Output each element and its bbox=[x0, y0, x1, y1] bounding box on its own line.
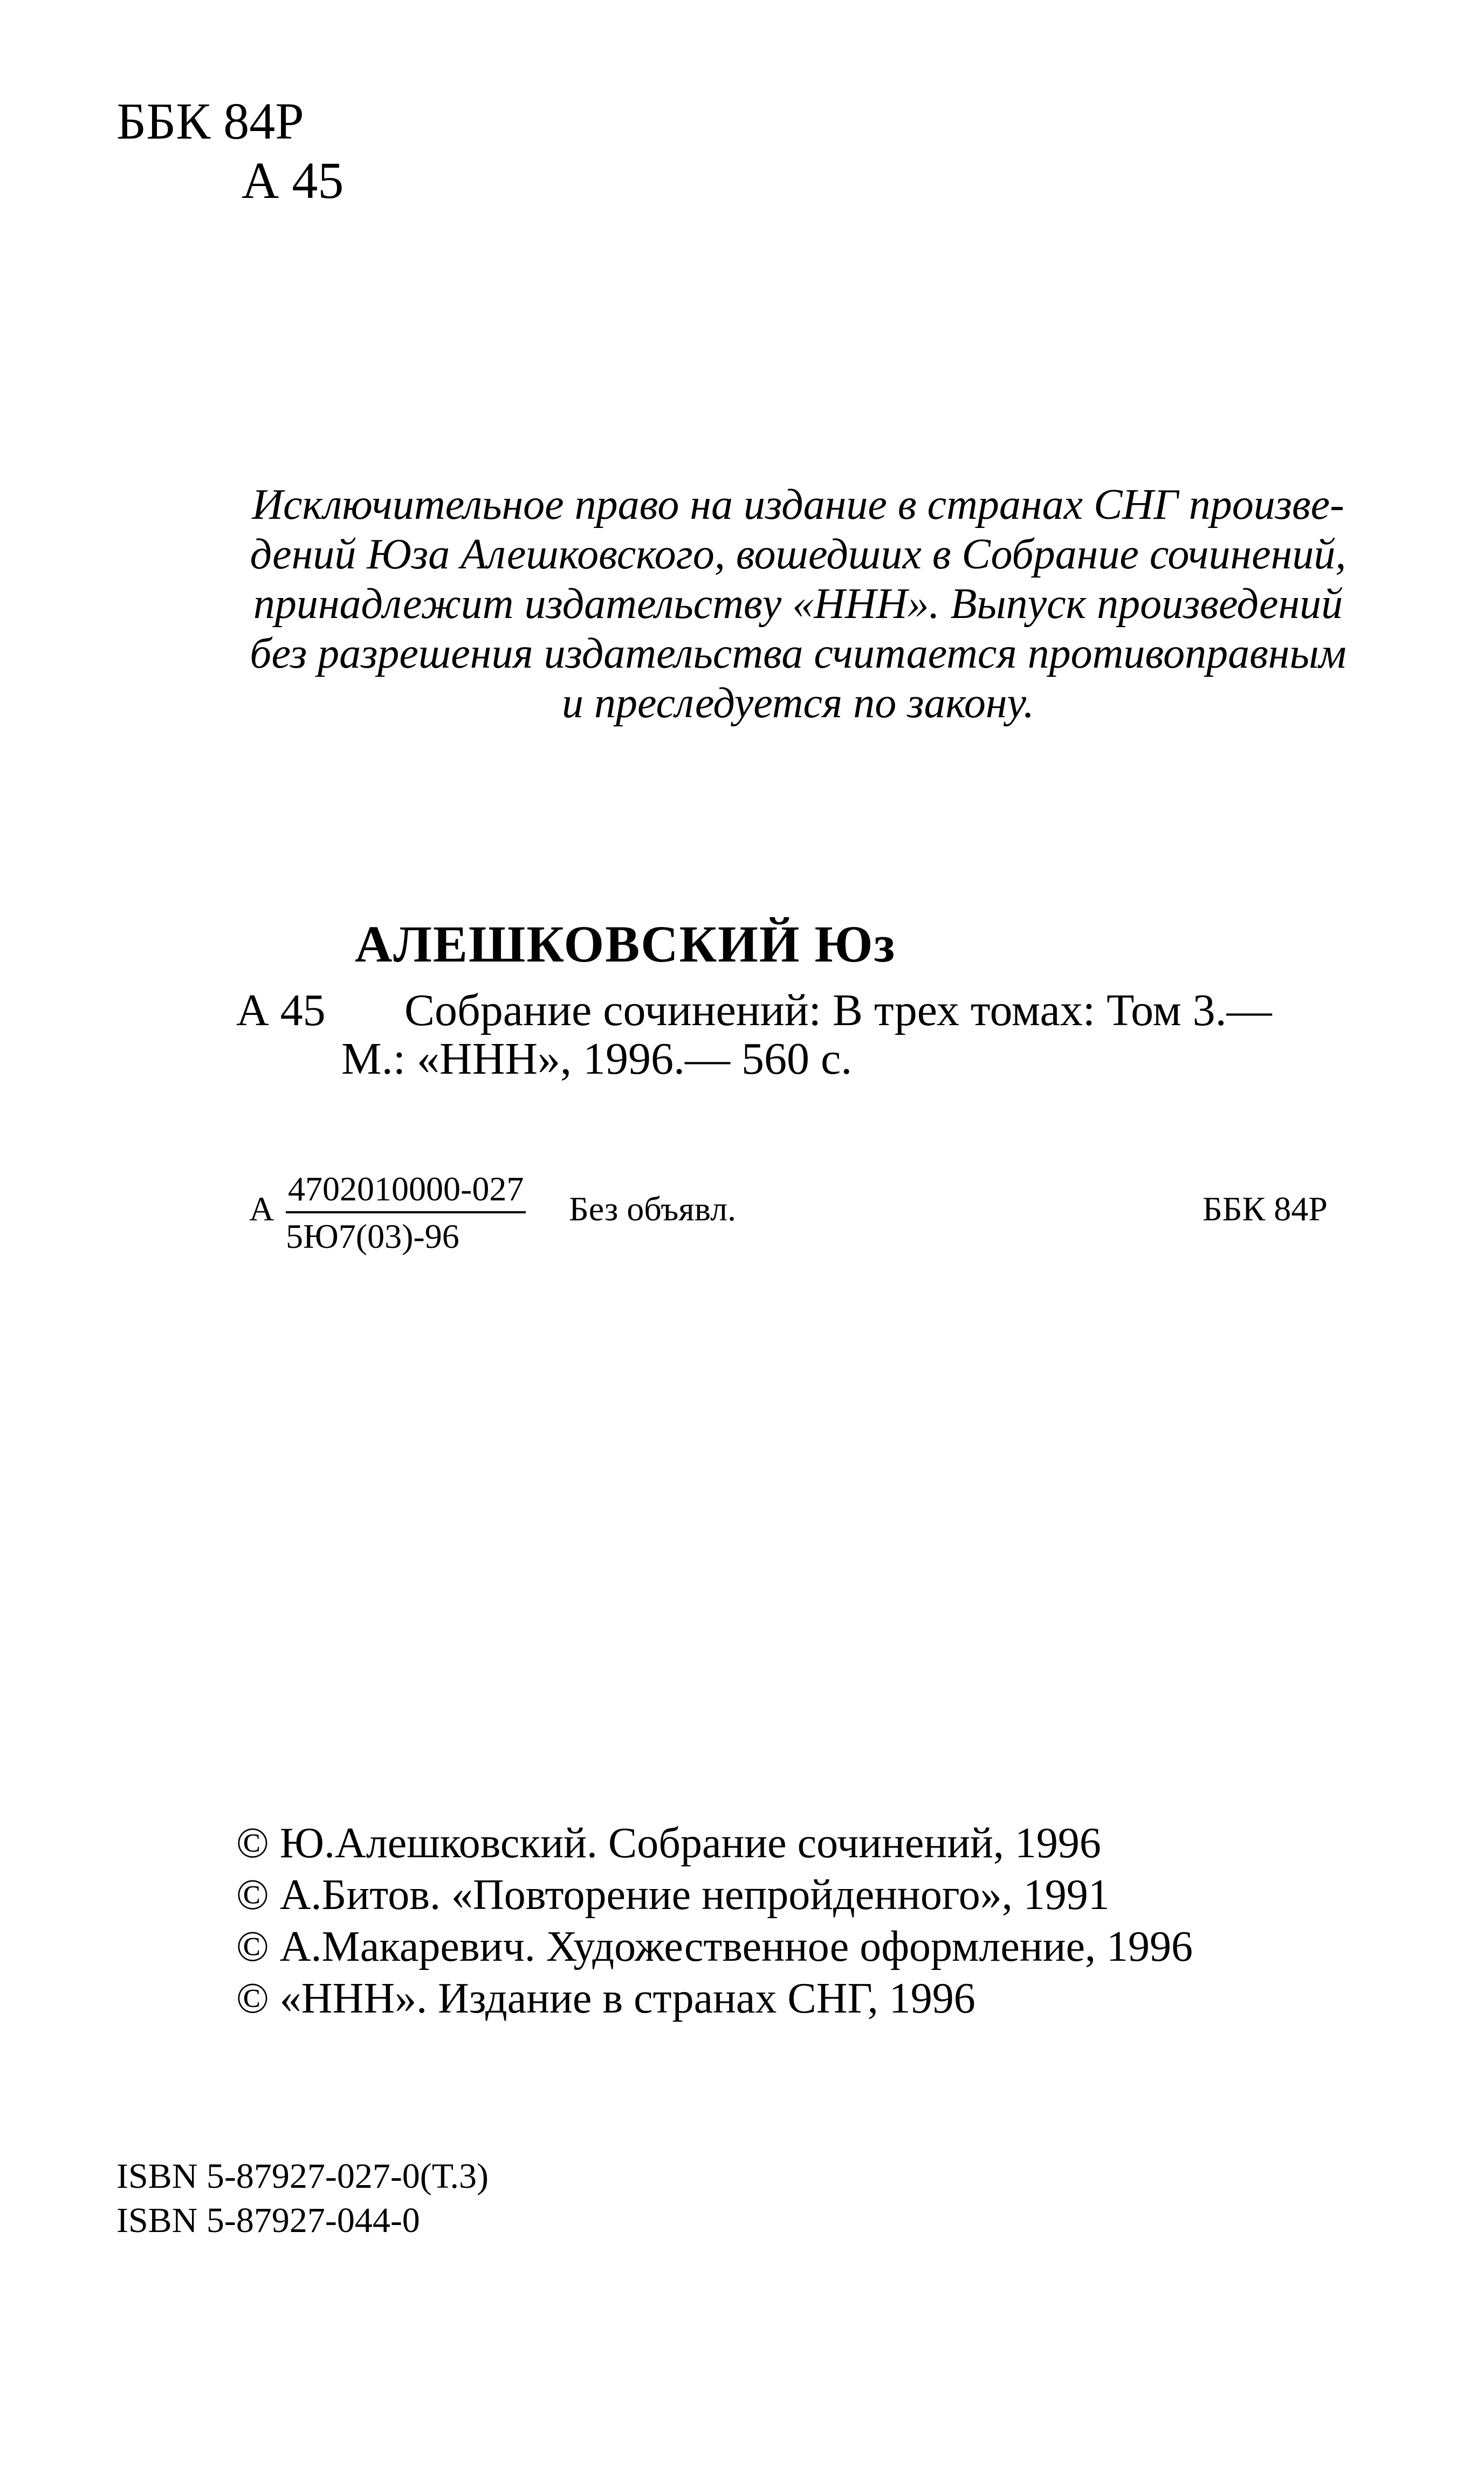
index-denominator: 5Ю7(03)-96 bbox=[286, 1217, 459, 1255]
bbk-code: ББК 84Р bbox=[116, 92, 304, 150]
catalog-title-line: Собрание сочинений: В трех томах: Том 3.— bbox=[404, 985, 1272, 1035]
isbn-line: ISBN 5-87927-027-0(Т.3) bbox=[116, 2157, 489, 2196]
rights-line: без разрешения издательства считается противоправным bbox=[250, 630, 1346, 677]
rights-line: Исключительное право на издание в странах СНГ произве- bbox=[252, 481, 1344, 528]
copyright-block bbox=[236, 1817, 1193, 2024]
copyright-line: © «ННН». Издание в странах СНГ, 1996 bbox=[236, 1975, 975, 2022]
copyright-line: © А.Битов. «Повторение непройденного», 1991 bbox=[236, 1871, 1110, 1919]
rights-line: и преследуется по закону. bbox=[562, 679, 1034, 727]
index-numerator: 4702010000-027 bbox=[286, 1169, 526, 1213]
author-mark: А 45 bbox=[242, 152, 344, 209]
bbk-header bbox=[116, 92, 343, 210]
copyright-line: © Ю.Алешковский. Собрание сочинений, 1996 bbox=[236, 1819, 1101, 1867]
isbn-line: ISBN 5-87927-044-0 bbox=[116, 2201, 420, 2240]
index-prefix: А bbox=[249, 1190, 274, 1228]
index-bbk: ББК 84Р bbox=[1203, 1190, 1328, 1228]
rights-notice bbox=[232, 480, 1364, 728]
index-note: Без объявл. bbox=[569, 1190, 737, 1228]
index-fraction bbox=[286, 1169, 526, 1256]
catalog-imprint-line: М.: «ННН», 1996.— 560 с. bbox=[341, 1034, 853, 1084]
rights-line: дений Юза Алешковского, вошедших в Собрание сочинений, bbox=[250, 531, 1346, 578]
copyright-line: © А.Макаревич. Художественное оформление, 1996 bbox=[236, 1923, 1193, 1970]
catalog-code: А 45 bbox=[236, 985, 326, 1035]
catalog-author: АЛЕШКОВСКИЙ Юз bbox=[355, 915, 896, 973]
rights-line: принадлежит издательству «ННН». Выпуск произведений bbox=[253, 580, 1343, 628]
isbn-block bbox=[116, 2154, 489, 2243]
